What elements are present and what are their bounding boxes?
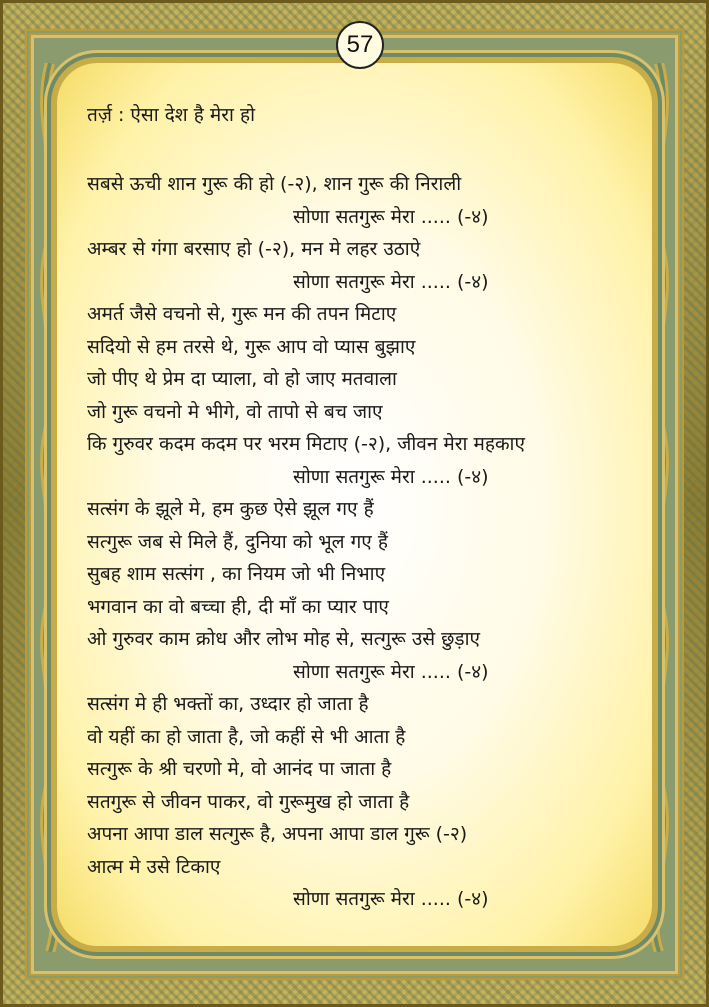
refrain-line: सोणा सतगुरू मेरा ..... (-४)	[293, 205, 489, 228]
lyric-line: आत्म मे उसे टिकाए	[87, 855, 221, 878]
lyrics-content	[87, 95, 647, 916]
lyric-line: सत्संग के झूले मे, हम कुछ ऐसे झूल गए हैं	[87, 498, 374, 520]
lyric-line: कि गुरुवर कदम कदम पर भरम मिटाए (-२), जीवन मेरा महकाए	[87, 433, 525, 455]
lyrics-lines	[87, 168, 647, 916]
tune-heading: तर्ज़ : ऐसा देश है मेरा हो	[87, 104, 256, 126]
lyric-line: सत्गुरू जब से मिले हैं, दुनिया को भूल गए हैं	[87, 530, 388, 553]
lyric-line: अमर्त जैसे वचनो से, गुरू मन की तपन मिटाए	[87, 303, 397, 325]
lyric-line: सत्संग मे ही भक्तों का, उध्दार हो जाता है	[87, 693, 369, 715]
lyric-line: जो गुरू वचनो मे भीगे, वो तापो से बच जाए	[87, 400, 383, 423]
page-number-badge: 57	[336, 21, 384, 69]
refrain-line: सोणा सतगुरू मेरा ..... (-४)	[293, 270, 489, 293]
refrain-line: सोणा सतगुरू मेरा ..... (-४)	[293, 660, 489, 683]
lyric-line: सदियो से हम तरसे थे, गुरू आप वो प्यास बुझाए	[87, 335, 416, 358]
refrain-line: सोणा सतगुरू मेरा ..... (-४)	[293, 465, 489, 488]
lyric-line: अम्बर से गंगा बरसाए हो (-२), मन मे लहर उठाऐ	[87, 238, 421, 260]
refrain-line: सोणा सतगुरू मेरा ..... (-४)	[293, 888, 489, 910]
lyric-line: ओ गुरुवर काम क्रोध और लोभ मोह से, सत्गुरू उसे छुड़ाए	[87, 628, 481, 650]
lyric-line: सुबह शाम सत्संग , का नियम जो भी निभाए	[87, 563, 386, 585]
lyric-line: सतगुरू से जीवन पाकर, वो गुरूमुख हो जाता है	[87, 790, 410, 813]
lyric-line: वो यहीं का हो जाता है, जो कहीं से भी आता है	[87, 725, 406, 748]
lyric-line: अपना आपा डाल सत्गुरू है, अपना आपा डाल गुरू (-२)	[87, 823, 468, 845]
lyric-line: सबसे ऊची शान गुरू की हो (-२), शान गुरू की निराली	[87, 173, 462, 195]
spacer	[87, 135, 647, 168]
lyric-line: भगवान का वो बच्चा ही, दी माँ का प्यार पाए	[87, 595, 389, 618]
lyric-line: सत्गुरू के श्री चरणो मे, वो आनंद पा जाता है	[87, 758, 392, 780]
lyric-line: जो पीए थे प्रेम दा प्याला, वो हो जाए मतवाला	[87, 368, 397, 390]
